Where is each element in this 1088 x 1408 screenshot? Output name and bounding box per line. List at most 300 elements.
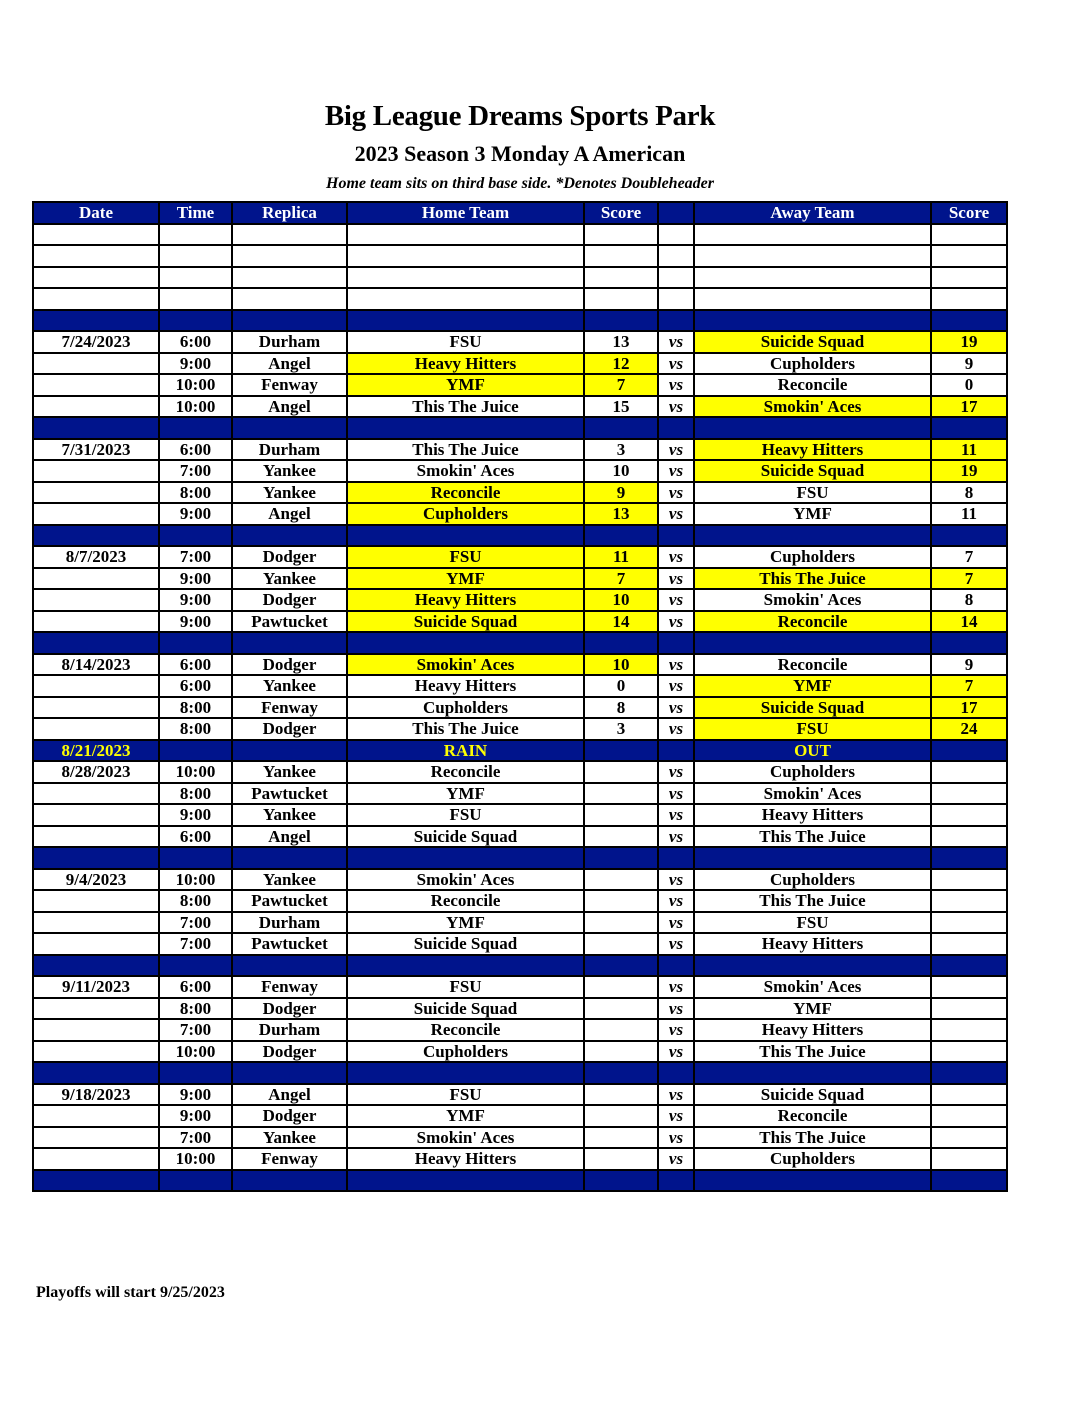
vs-cell: vs xyxy=(658,718,694,740)
away-score-cell xyxy=(931,912,1007,934)
away-team-cell: Cupholders xyxy=(694,1148,931,1170)
vs-cell: vs xyxy=(658,568,694,590)
home-team-cell xyxy=(347,224,584,246)
home-team-cell: This The Juice xyxy=(347,718,584,740)
replica-cell: Pawtucket xyxy=(232,933,347,955)
home-score-cell: 3 xyxy=(584,718,658,740)
replica-cell: Pawtucket xyxy=(232,783,347,805)
date-cell xyxy=(33,783,159,805)
away-score-cell xyxy=(931,890,1007,912)
date-cell: 8/14/2023 xyxy=(33,654,159,676)
away-team-cell: YMF xyxy=(694,503,931,525)
date-cell xyxy=(33,1127,159,1149)
game-row xyxy=(33,912,1007,934)
time-cell: 6:00 xyxy=(159,439,232,461)
home-team-cell xyxy=(347,288,584,310)
header-vs xyxy=(658,202,694,224)
home-team-cell xyxy=(347,1062,584,1084)
time-cell: 9:00 xyxy=(159,804,232,826)
home-score-cell xyxy=(584,826,658,848)
away-score-cell: 9 xyxy=(931,353,1007,375)
home-score-cell: 10 xyxy=(584,460,658,482)
date-cell xyxy=(33,396,159,418)
time-cell xyxy=(159,288,232,310)
replica-cell: Dodger xyxy=(232,998,347,1020)
game-row xyxy=(33,439,1007,461)
date-cell xyxy=(33,353,159,375)
away-team-cell: FSU xyxy=(694,718,931,740)
vs-cell: vs xyxy=(658,482,694,504)
replica-cell xyxy=(232,288,347,310)
home-score-cell xyxy=(584,1041,658,1063)
away-team-cell: Cupholders xyxy=(694,546,931,568)
away-score-cell: 14 xyxy=(931,611,1007,633)
home-team-cell: Smokin' Aces xyxy=(347,654,584,676)
time-cell: 9:00 xyxy=(159,503,232,525)
home-team-note: Home team sits on third base side. *Denotes Doubleheader xyxy=(326,175,714,192)
home-team-cell: FSU xyxy=(347,804,584,826)
away-score-cell xyxy=(931,998,1007,1020)
time-cell xyxy=(159,847,232,869)
home-score-cell xyxy=(584,1105,658,1127)
home-score-cell xyxy=(584,245,658,267)
vs-cell: vs xyxy=(658,1084,694,1106)
date-cell: 9/4/2023 xyxy=(33,869,159,891)
game-row xyxy=(33,611,1007,633)
vs-cell: vs xyxy=(658,1148,694,1170)
game-row xyxy=(33,933,1007,955)
away-score-cell xyxy=(931,955,1007,977)
away-team-cell xyxy=(694,245,931,267)
vs-cell: vs xyxy=(658,546,694,568)
home-team-cell: YMF xyxy=(347,783,584,805)
home-score-cell: 10 xyxy=(584,589,658,611)
game-row xyxy=(33,998,1007,1020)
rainout-row xyxy=(33,740,1007,762)
game-row xyxy=(33,1084,1007,1106)
home-team-cell xyxy=(347,632,584,654)
time-cell: 10:00 xyxy=(159,374,232,396)
home-score-cell xyxy=(584,1170,658,1192)
away-team-cell: This The Juice xyxy=(694,1041,931,1063)
game-row xyxy=(33,331,1007,353)
replica-cell: Pawtucket xyxy=(232,890,347,912)
away-team-cell: FSU xyxy=(694,482,931,504)
replica-cell xyxy=(232,245,347,267)
away-team-cell xyxy=(694,955,931,977)
time-cell: 7:00 xyxy=(159,460,232,482)
game-row xyxy=(33,503,1007,525)
date-cell xyxy=(33,1041,159,1063)
home-score-cell: 12 xyxy=(584,353,658,375)
away-score-cell xyxy=(931,1041,1007,1063)
home-score-cell xyxy=(584,1084,658,1106)
away-team-cell: FSU xyxy=(694,912,931,934)
vs-cell: vs xyxy=(658,1127,694,1149)
home-score-cell xyxy=(584,761,658,783)
away-score-cell xyxy=(931,1170,1007,1192)
time-cell xyxy=(159,245,232,267)
time-cell: 8:00 xyxy=(159,783,232,805)
away-score-cell: 0 xyxy=(931,374,1007,396)
vs-cell xyxy=(658,847,694,869)
vs-cell xyxy=(658,955,694,977)
home-team-cell: Heavy Hitters xyxy=(347,1148,584,1170)
away-score-cell xyxy=(931,804,1007,826)
home-score-cell: 0 xyxy=(584,675,658,697)
game-row xyxy=(33,482,1007,504)
home-team-cell: This The Juice xyxy=(347,439,584,461)
game-row xyxy=(33,675,1007,697)
home-score-cell xyxy=(584,1148,658,1170)
home-score-cell: 7 xyxy=(584,568,658,590)
time-cell xyxy=(159,632,232,654)
replica-cell: Angel xyxy=(232,503,347,525)
time-cell: 8:00 xyxy=(159,482,232,504)
away-score-cell: 17 xyxy=(931,697,1007,719)
away-team-cell xyxy=(694,288,931,310)
away-team-cell: Suicide Squad xyxy=(694,697,931,719)
time-cell: 9:00 xyxy=(159,353,232,375)
home-team-cell: FSU xyxy=(347,1084,584,1106)
time-cell: 8:00 xyxy=(159,718,232,740)
vs-cell: vs xyxy=(658,826,694,848)
away-score-cell xyxy=(931,245,1007,267)
game-row xyxy=(33,353,1007,375)
vs-cell: vs xyxy=(658,761,694,783)
vs-cell: vs xyxy=(658,654,694,676)
away-team-cell: Smokin' Aces xyxy=(694,976,931,998)
vs-cell xyxy=(658,525,694,547)
away-team-cell xyxy=(694,632,931,654)
away-team-cell: OUT xyxy=(694,740,931,762)
game-row xyxy=(33,1148,1007,1170)
vs-cell: vs xyxy=(658,503,694,525)
date-cell xyxy=(33,525,159,547)
date-cell xyxy=(33,1170,159,1192)
away-team-cell: Suicide Squad xyxy=(694,460,931,482)
time-cell: 8:00 xyxy=(159,697,232,719)
time-cell: 10:00 xyxy=(159,1041,232,1063)
away-score-cell xyxy=(931,933,1007,955)
away-score-cell: 9 xyxy=(931,654,1007,676)
home-score-cell: 3 xyxy=(584,439,658,461)
home-team-cell: Cupholders xyxy=(347,1041,584,1063)
vs-cell xyxy=(658,1062,694,1084)
vs-cell: vs xyxy=(658,396,694,418)
replica-cell: Angel xyxy=(232,1084,347,1106)
replica-cell xyxy=(232,632,347,654)
game-row xyxy=(33,1105,1007,1127)
away-team-cell xyxy=(694,1170,931,1192)
header-away-score: Score xyxy=(931,202,1007,224)
home-score-cell xyxy=(584,847,658,869)
vs-cell: vs xyxy=(658,783,694,805)
replica-cell: Durham xyxy=(232,331,347,353)
date-cell xyxy=(33,1105,159,1127)
home-team-cell: Reconcile xyxy=(347,890,584,912)
away-score-cell xyxy=(931,267,1007,289)
game-row xyxy=(33,374,1007,396)
week-separator-row xyxy=(33,525,1007,547)
replica-cell: Durham xyxy=(232,439,347,461)
date-cell xyxy=(33,1062,159,1084)
game-row xyxy=(33,869,1007,891)
week-separator-row xyxy=(33,847,1007,869)
replica-cell: Durham xyxy=(232,1019,347,1041)
away-score-cell xyxy=(931,740,1007,762)
time-cell: 10:00 xyxy=(159,1148,232,1170)
week-separator-row xyxy=(33,632,1007,654)
time-cell xyxy=(159,1062,232,1084)
away-team-cell: This The Juice xyxy=(694,890,931,912)
home-score-cell xyxy=(584,525,658,547)
blank-row xyxy=(33,245,1007,267)
date-cell xyxy=(33,374,159,396)
date-cell xyxy=(33,675,159,697)
away-team-cell: Reconcile xyxy=(694,1105,931,1127)
replica-cell xyxy=(232,1170,347,1192)
time-cell: 8:00 xyxy=(159,890,232,912)
vs-cell: vs xyxy=(658,869,694,891)
game-row xyxy=(33,826,1007,848)
blank-row xyxy=(33,267,1007,289)
home-team-cell: Smokin' Aces xyxy=(347,1127,584,1149)
home-team-cell: YMF xyxy=(347,568,584,590)
date-cell xyxy=(33,611,159,633)
game-row xyxy=(33,890,1007,912)
week-separator-row xyxy=(33,1062,1007,1084)
away-score-cell xyxy=(931,1105,1007,1127)
game-row xyxy=(33,976,1007,998)
away-score-cell: 7 xyxy=(931,675,1007,697)
home-score-cell: 8 xyxy=(584,697,658,719)
replica-cell: Angel xyxy=(232,826,347,848)
time-cell: 7:00 xyxy=(159,1127,232,1149)
vs-cell: vs xyxy=(658,675,694,697)
game-row xyxy=(33,589,1007,611)
home-score-cell xyxy=(584,976,658,998)
home-team-cell: FSU xyxy=(347,331,584,353)
date-cell xyxy=(33,697,159,719)
away-score-cell xyxy=(931,826,1007,848)
date-cell: 7/31/2023 xyxy=(33,439,159,461)
replica-cell xyxy=(232,740,347,762)
header-home-team: Home Team xyxy=(347,202,584,224)
time-cell: 6:00 xyxy=(159,675,232,697)
date-cell: 8/28/2023 xyxy=(33,761,159,783)
vs-cell: vs xyxy=(658,933,694,955)
home-team-cell: Smokin' Aces xyxy=(347,869,584,891)
date-cell xyxy=(33,503,159,525)
away-score-cell xyxy=(931,417,1007,439)
away-score-cell: 17 xyxy=(931,396,1007,418)
home-team-cell: FSU xyxy=(347,546,584,568)
header-time: Time xyxy=(159,202,232,224)
time-cell: 10:00 xyxy=(159,396,232,418)
away-score-cell xyxy=(931,761,1007,783)
time-cell xyxy=(159,525,232,547)
vs-cell: vs xyxy=(658,439,694,461)
replica-cell: Fenway xyxy=(232,697,347,719)
time-cell: 9:00 xyxy=(159,611,232,633)
home-score-cell xyxy=(584,869,658,891)
home-score-cell xyxy=(584,804,658,826)
home-team-cell: Suicide Squad xyxy=(347,998,584,1020)
away-team-cell: Heavy Hitters xyxy=(694,804,931,826)
home-score-cell xyxy=(584,310,658,332)
away-score-cell xyxy=(931,847,1007,869)
away-score-cell: 7 xyxy=(931,546,1007,568)
date-cell xyxy=(33,804,159,826)
game-row xyxy=(33,761,1007,783)
game-row xyxy=(33,460,1007,482)
home-team-cell: Heavy Hitters xyxy=(347,675,584,697)
replica-cell: Yankee xyxy=(232,568,347,590)
home-team-cell xyxy=(347,955,584,977)
time-cell: 6:00 xyxy=(159,826,232,848)
vs-cell xyxy=(658,632,694,654)
home-team-cell: YMF xyxy=(347,1105,584,1127)
date-cell xyxy=(33,890,159,912)
time-cell: 9:00 xyxy=(159,1084,232,1106)
time-cell: 10:00 xyxy=(159,761,232,783)
home-score-cell xyxy=(584,998,658,1020)
game-row xyxy=(33,783,1007,805)
replica-cell: Yankee xyxy=(232,460,347,482)
replica-cell xyxy=(232,525,347,547)
replica-cell: Yankee xyxy=(232,482,347,504)
away-score-cell xyxy=(931,310,1007,332)
date-cell xyxy=(33,1019,159,1041)
schedule-body xyxy=(33,224,1007,1192)
date-cell xyxy=(33,632,159,654)
away-score-cell xyxy=(931,1148,1007,1170)
vs-cell: vs xyxy=(658,697,694,719)
time-cell: 6:00 xyxy=(159,331,232,353)
game-row xyxy=(33,546,1007,568)
time-cell xyxy=(159,740,232,762)
away-team-cell: Cupholders xyxy=(694,353,931,375)
away-score-cell xyxy=(931,224,1007,246)
away-team-cell: Suicide Squad xyxy=(694,1084,931,1106)
away-score-cell xyxy=(931,783,1007,805)
blank-row xyxy=(33,288,1007,310)
time-cell xyxy=(159,267,232,289)
home-team-cell xyxy=(347,417,584,439)
away-score-cell xyxy=(931,1019,1007,1041)
playoffs-note: Playoffs will start 9/25/2023 xyxy=(36,1284,225,1301)
header-replica: Replica xyxy=(232,202,347,224)
away-team-cell: Cupholders xyxy=(694,869,931,891)
home-score-cell: 7 xyxy=(584,374,658,396)
date-cell xyxy=(33,998,159,1020)
away-team-cell xyxy=(694,224,931,246)
away-team-cell: This The Juice xyxy=(694,1127,931,1149)
away-score-cell: 24 xyxy=(931,718,1007,740)
home-score-cell xyxy=(584,1062,658,1084)
away-score-cell: 19 xyxy=(931,460,1007,482)
time-cell: 9:00 xyxy=(159,1105,232,1127)
away-team-cell: Reconcile xyxy=(694,611,931,633)
away-team-cell: Smokin' Aces xyxy=(694,396,931,418)
header-away-team: Away Team xyxy=(694,202,931,224)
replica-cell: Dodger xyxy=(232,654,347,676)
game-row xyxy=(33,1127,1007,1149)
away-score-cell xyxy=(931,288,1007,310)
home-team-cell: Reconcile xyxy=(347,1019,584,1041)
away-team-cell: Reconcile xyxy=(694,654,931,676)
date-cell xyxy=(33,417,159,439)
home-score-cell xyxy=(584,1127,658,1149)
away-team-cell xyxy=(694,1062,931,1084)
away-team-cell: Suicide Squad xyxy=(694,331,931,353)
away-team-cell: Heavy Hitters xyxy=(694,933,931,955)
home-team-cell: Reconcile xyxy=(347,761,584,783)
away-team-cell: Smokin' Aces xyxy=(694,589,931,611)
home-team-cell: Cupholders xyxy=(347,503,584,525)
date-cell xyxy=(33,288,159,310)
game-row xyxy=(33,718,1007,740)
vs-cell xyxy=(658,224,694,246)
time-cell xyxy=(159,224,232,246)
away-team-cell: Reconcile xyxy=(694,374,931,396)
home-team-cell: Suicide Squad xyxy=(347,611,584,633)
away-team-cell: YMF xyxy=(694,998,931,1020)
date-cell: 8/21/2023 xyxy=(33,740,159,762)
time-cell: 6:00 xyxy=(159,654,232,676)
replica-cell: Fenway xyxy=(232,976,347,998)
date-cell xyxy=(33,568,159,590)
away-team-cell xyxy=(694,310,931,332)
home-score-cell xyxy=(584,740,658,762)
date-cell xyxy=(33,310,159,332)
replica-cell: Dodger xyxy=(232,589,347,611)
time-cell xyxy=(159,1170,232,1192)
time-cell xyxy=(159,955,232,977)
replica-cell xyxy=(232,224,347,246)
game-row xyxy=(33,804,1007,826)
week-separator-row xyxy=(33,417,1007,439)
home-team-cell xyxy=(347,847,584,869)
date-cell xyxy=(33,718,159,740)
replica-cell: Durham xyxy=(232,912,347,934)
game-row xyxy=(33,1019,1007,1041)
home-score-cell xyxy=(584,267,658,289)
home-team-cell: Smokin' Aces xyxy=(347,460,584,482)
away-score-cell xyxy=(931,869,1007,891)
date-cell xyxy=(33,1148,159,1170)
vs-cell xyxy=(658,417,694,439)
vs-cell: vs xyxy=(658,804,694,826)
vs-cell: vs xyxy=(658,589,694,611)
home-team-cell xyxy=(347,1170,584,1192)
time-cell: 9:00 xyxy=(159,589,232,611)
vs-cell: vs xyxy=(658,976,694,998)
away-score-cell: 8 xyxy=(931,589,1007,611)
away-team-cell: Smokin' Aces xyxy=(694,783,931,805)
vs-cell: vs xyxy=(658,374,694,396)
replica-cell xyxy=(232,955,347,977)
away-score-cell xyxy=(931,976,1007,998)
away-score-cell xyxy=(931,1062,1007,1084)
home-team-cell xyxy=(347,245,584,267)
game-row xyxy=(33,568,1007,590)
vs-cell: vs xyxy=(658,998,694,1020)
away-team-cell: Cupholders xyxy=(694,761,931,783)
vs-cell xyxy=(658,288,694,310)
home-score-cell xyxy=(584,224,658,246)
